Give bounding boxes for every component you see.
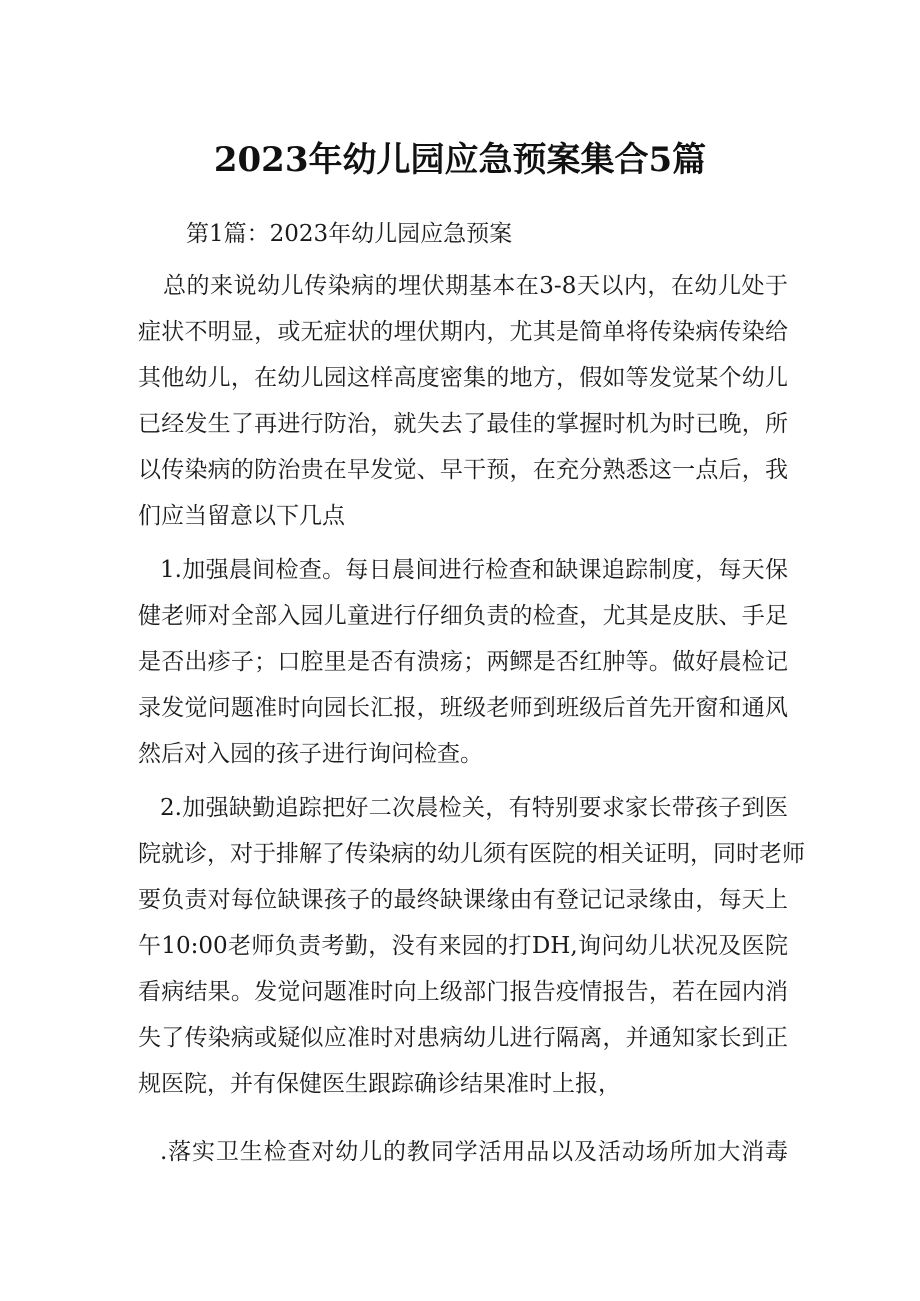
document-title: 2023年幼儿园应急预案集合5篇 bbox=[213, 140, 707, 180]
list-item-1-line: 1.加强晨间检查。每日晨间进行检查和缺课追踪制度，每天保 bbox=[160, 557, 788, 583]
paragraph-line: 其他幼儿，在幼儿园这样高度密集的地方，假如等发觉某个幼儿 bbox=[138, 365, 788, 391]
paragraph-line: 已经发生了再进行防治，就失去了最佳的掌握时机为时已晚，所 bbox=[138, 411, 788, 437]
list-item-2-line: 院就诊，对于排解了传染病的幼儿须有医院的相关证明，同时老师 bbox=[138, 841, 805, 867]
list-item-1-line: 健老师对全部入园儿童进行仔细负责的检查，尤其是皮肤、手足 bbox=[138, 603, 788, 629]
list-item-1-line: 是否出疹子；口腔里是否有溃疡；两鳏是否红肿等。做好晨检记 bbox=[138, 649, 788, 675]
section-subtitle: 第1篇：2023年幼儿园应急预案 bbox=[186, 221, 513, 247]
paragraph-line: 总的来说幼儿传染病的埋伏期基本在3-8天以内，在幼儿处于 bbox=[163, 273, 788, 299]
list-item-2-line: 午10:00老师负责考勤，没有来园的打DH,询问幼儿状况及医院 bbox=[138, 933, 788, 959]
paragraph-line: 症状不明显，或无症状的埋伏期内，尤其是简单将传染病传染给 bbox=[138, 319, 788, 345]
list-item-2-line: 看病结果。发觉问题准时向上级部门报告疫情报告，若在园内消 bbox=[138, 979, 788, 1005]
list-item-2-line: 2.加强缺勤追踪把好二次晨检关，有特别要求家长带孩子到医 bbox=[160, 795, 788, 821]
list-item-2-line: 失了传染病或疑似应准时对患病幼儿进行隔离，并通知家长到正 bbox=[138, 1025, 788, 1051]
list-item-2-line: 要负责对每位缺课孩子的最终缺课缘由有登记记录缘由，每天上 bbox=[138, 887, 788, 913]
paragraph-line: 们应当留意以下几点 bbox=[138, 503, 345, 529]
paragraph-line: 以传染病的防治贵在早发觉、早干预，在充分熟悉这一点后，我 bbox=[138, 457, 788, 483]
list-item-1-line: 然后对入园的孩子进行询问检查。 bbox=[138, 741, 483, 767]
list-item-1-line: 录发觉问题准时向园长汇报，班级老师到班级后首先开窗和通风 bbox=[138, 695, 788, 721]
list-item-3-line: .落实卫生检查对幼儿的教同学活用品以及活动场所加大消毒 bbox=[160, 1139, 788, 1165]
list-item-2-line: 规医院，并有保健医生跟踪确诊结果准时上报， bbox=[138, 1071, 621, 1097]
